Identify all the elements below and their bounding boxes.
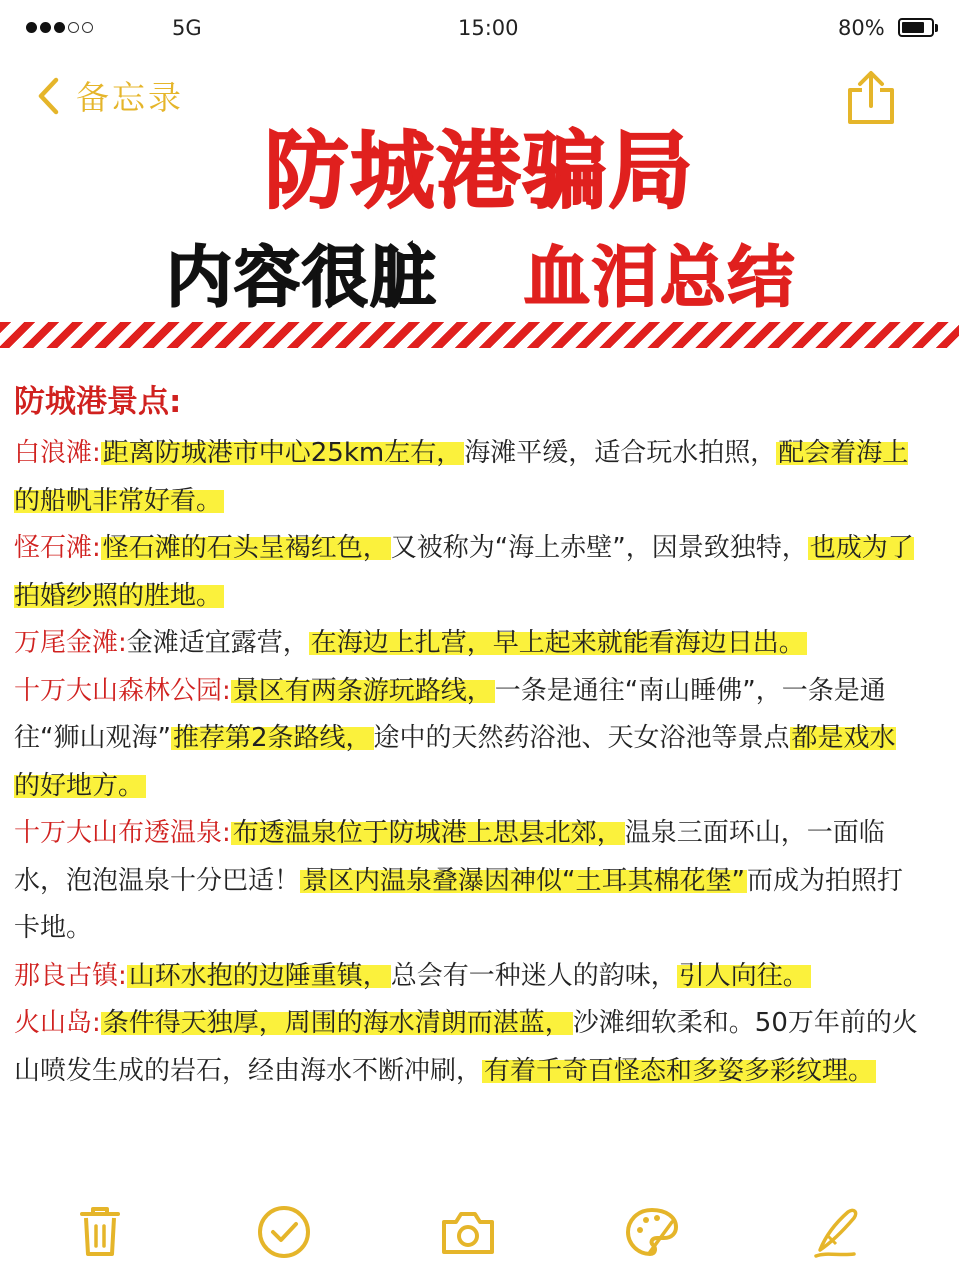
highlighted-text: 条件得天独厚，周围的海水清朗而湛蓝，	[102, 1008, 571, 1038]
body-text: 途中的天然药浴池、天女浴池等景点	[373, 723, 790, 753]
network-type: 5G	[172, 16, 202, 40]
battery-tip	[935, 24, 938, 32]
highlighted-text: 有着千奇百怪态和多姿多彩纹理。	[484, 1055, 875, 1086]
highlighted-text: 怪石滩的石头呈褐红色，	[102, 533, 389, 563]
spot-name: 火山岛:	[14, 1008, 101, 1038]
spot-name: 白浪滩:	[14, 438, 101, 468]
camera-icon	[438, 1200, 498, 1264]
clock: 15:00	[458, 16, 519, 40]
spot-paragraph	[14, 430, 918, 525]
spot-name: 万尾金滩:	[14, 628, 127, 658]
spot-paragraph	[14, 668, 918, 811]
subtitle-right: 血泪总结	[524, 238, 796, 316]
body-text: 温泉三面环山，一面临水，泡泡温泉十分巴适！	[14, 818, 885, 896]
delete-button[interactable]	[70, 1200, 130, 1264]
body-text: 金滩适宜露营，	[126, 628, 309, 658]
battery-icon	[898, 18, 934, 37]
signal-strength-icon	[26, 22, 93, 33]
body-text: 沙滩细软柔和。50万年前的火山喷发生成的岩石，经由海水不断冲刷，	[14, 1008, 918, 1086]
highlighted-text: 配会着海上的船帆非常好看。	[14, 438, 909, 516]
trash-icon	[70, 1200, 130, 1264]
status-bar	[0, 0, 959, 60]
battery-percentage: 80%	[838, 16, 885, 40]
highlighted-text: 距离防城港市中心25km左右，	[102, 438, 463, 468]
highlighted-text: 山环水抱的边陲重镇，	[128, 960, 389, 991]
checklist-button[interactable]	[254, 1200, 314, 1264]
highlighted-text: 引人向往。	[678, 960, 809, 991]
highlighted-text: 推荐第2条路线，	[172, 723, 372, 753]
signal-dot	[82, 22, 93, 33]
highlighted-text: 景区内温泉叠瀑因神似“土耳其棉花堡”	[302, 865, 745, 896]
note-body[interactable]	[14, 430, 918, 1095]
body-text: 一条是通往“南山睡佛”，一条是通往“狮山观海”	[14, 675, 886, 753]
body-text: 而成为拍照打卡地。	[14, 865, 903, 943]
spot-name: 那良古镇:	[14, 960, 127, 991]
palette-button[interactable]	[622, 1200, 682, 1264]
highlighted-text: 景区有两条游玩路线，	[232, 675, 493, 706]
spot-paragraph	[14, 810, 918, 953]
bottom-toolbar	[0, 1200, 959, 1270]
spot-name: 十万大山森林公园:	[14, 675, 231, 706]
spot-paragraph	[14, 1000, 918, 1095]
markup-button[interactable]	[806, 1200, 866, 1264]
body-text: 总会有一种迷人的韵味，	[390, 960, 677, 991]
palette-icon	[622, 1200, 682, 1264]
subtitle-left: 内容很脏	[166, 238, 438, 316]
battery-level	[902, 22, 924, 33]
pen-icon	[806, 1200, 866, 1264]
spot-paragraph	[14, 953, 918, 1001]
spot-paragraph	[14, 620, 918, 668]
section-heading: 防城港景点:	[14, 384, 182, 420]
signal-dot	[54, 22, 65, 33]
camera-button[interactable]	[438, 1200, 498, 1264]
body-text: 海滩平缓，适合玩水拍照，	[464, 438, 777, 468]
signal-dot	[40, 22, 51, 33]
striped-divider	[0, 322, 959, 348]
highlighted-text: 在海边上扎营，早上起来就能看海边日出。	[310, 628, 805, 658]
highlighted-text: 都是戏水的好地方。	[14, 723, 896, 801]
spot-name: 怪石滩:	[14, 533, 101, 563]
checklist-icon	[254, 1200, 314, 1264]
back-label: 备忘录	[76, 78, 184, 117]
signal-dot	[26, 22, 37, 33]
spot-name: 十万大山布透温泉:	[14, 818, 231, 848]
spot-paragraph	[14, 525, 918, 620]
signal-dot	[68, 22, 79, 33]
body-text: 又被称为“海上赤壁”，因景致独特，	[390, 533, 808, 563]
highlighted-text: 也成为了拍婚纱照的胜地。	[14, 533, 914, 611]
page-title: 防城港骗局	[264, 121, 695, 220]
highlighted-text: 布透温泉位于防城港上思县北郊，	[232, 818, 623, 848]
